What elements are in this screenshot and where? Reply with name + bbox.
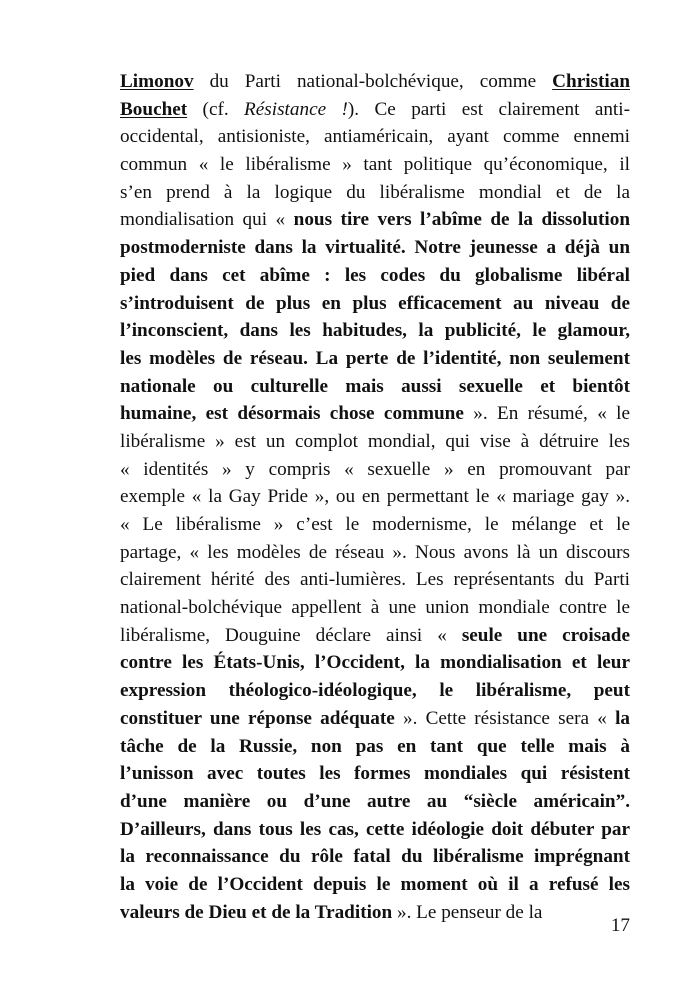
text-line: [120, 290, 630, 318]
text-line: [120, 899, 630, 927]
author-name: Limonov: [120, 71, 194, 92]
quoted-text: s’introduisent de plus en plus efficacement au niveau de: [120, 292, 630, 314]
text-line: [120, 511, 630, 539]
author-name: Christian: [552, 71, 630, 92]
quoted-text: la voie de l’Occident depuis le moment où il a refusé les: [120, 873, 630, 895]
text-line: [120, 456, 630, 484]
text-segment: occidental, antisioniste, antiaméricain, ayant comme ennemi: [120, 126, 630, 148]
text-line: [120, 400, 630, 428]
text-line: [120, 566, 630, 594]
quoted-text: valeurs de Dieu et de la Tradition: [120, 901, 393, 923]
text-line: [120, 317, 630, 345]
body-paragraph: [120, 68, 630, 926]
quoted-text: expression théologico-idéologique, le libéralisme, peut: [120, 680, 630, 702]
quoted-text: la: [615, 707, 630, 729]
text-line: [120, 733, 630, 761]
quoted-text: D’ailleurs, dans tous les cas, cette idéologie doit débuter par: [120, 818, 630, 840]
text-line: [120, 788, 630, 816]
text-line: [120, 649, 630, 677]
text-segment: du Parti national-bolchévique, comme: [193, 71, 553, 92]
text-line: [120, 428, 630, 456]
text-line: [120, 760, 630, 788]
text-line: [120, 373, 630, 401]
quoted-text: nous tire vers l’abîme de la dissolution: [293, 209, 630, 231]
text-line: [120, 843, 630, 871]
text-line: [120, 816, 630, 844]
text-segment: ». Cette résistance sera «: [394, 707, 616, 729]
text-line: [120, 234, 630, 262]
text-segment: national-bolchévique appellent à une union mondiale contre le: [120, 597, 630, 619]
text-line: [120, 871, 630, 899]
text-segment: clairement hérité des anti-lumières. Les représentants du Parti: [120, 569, 630, 591]
quoted-text: constituer une réponse adéquate: [120, 707, 395, 729]
text-segment: mondialisation qui «: [120, 209, 294, 231]
text-segment: ). Ce parti est clairement anti-: [347, 98, 630, 120]
text-segment: Résistance !: [244, 98, 348, 120]
quoted-text: les modèles de réseau. La perte de l’identité, non seulement: [120, 347, 630, 369]
quoted-text: postmoderniste dans la virtualité. Notre jeunesse a déjà un: [120, 237, 630, 259]
quoted-text: seule une croisade: [461, 624, 630, 646]
text-line: [120, 345, 630, 373]
quoted-text: contre les États-Unis, l’Occident, la mondialisation et leur: [120, 652, 630, 674]
quoted-text: tâche de la Russie, non pas en tant que telle mais à: [120, 735, 630, 757]
quoted-text: l’unisson avec toutes les formes mondiales qui résistent: [120, 763, 630, 785]
quoted-text: d’une manière ou d’une autre au “siècle américain”.: [120, 790, 630, 812]
text-segment: « Le libéralisme » c’est le modernisme, le mélange et le: [120, 514, 630, 535]
text-segment: (cf.: [187, 98, 245, 120]
text-line: [120, 483, 630, 511]
text-segment: ». En résumé, « le: [463, 403, 630, 425]
text-line: [120, 96, 630, 124]
text-line: [120, 705, 630, 733]
page-number: 17: [610, 915, 630, 936]
text-segment: libéralisme » est un complot mondial, qui vise à détruire les: [120, 430, 630, 452]
text-segment: s’en prend à la logique du libéralisme mondial et de la: [120, 181, 630, 203]
text-line: [120, 594, 630, 622]
text-line: [120, 539, 630, 567]
text-line: [120, 206, 630, 234]
text-segment: exemple « la Gay Pride », ou en permettant le « mariage gay ».: [120, 486, 630, 508]
text-line: [120, 677, 630, 705]
quoted-text: la reconnaissance du rôle fatal du libéralisme imprégnant: [120, 846, 630, 868]
text-line: [120, 622, 630, 650]
quoted-text: pied dans cet abîme : les codes du globalisme libéral: [120, 264, 630, 286]
quoted-text: humaine, est désormais chose commune: [120, 403, 464, 425]
text-line: [120, 262, 630, 290]
text-line: [120, 123, 630, 151]
text-segment: partage, « les modèles de réseau ». Nous avons là un discours: [120, 541, 630, 563]
text-line: [120, 151, 630, 179]
text-segment: « identités » y compris « sexuelle » en promouvant par: [120, 458, 630, 480]
author-name: Bouchet: [120, 98, 188, 120]
quoted-text: nationale ou culturelle mais aussi sexuelle et bientôt: [120, 375, 630, 397]
text-segment: ». Le penseur de la: [392, 901, 543, 923]
quoted-text: l’inconscient, dans les habitudes, la publicité, le glamour,: [120, 320, 630, 342]
text-segment: libéralisme, Douguine déclare ainsi «: [120, 624, 462, 646]
text-line: [120, 179, 630, 207]
text-line: [120, 68, 630, 96]
text-segment: commun « le libéralisme » tant politique qu’économique, il: [120, 154, 630, 176]
